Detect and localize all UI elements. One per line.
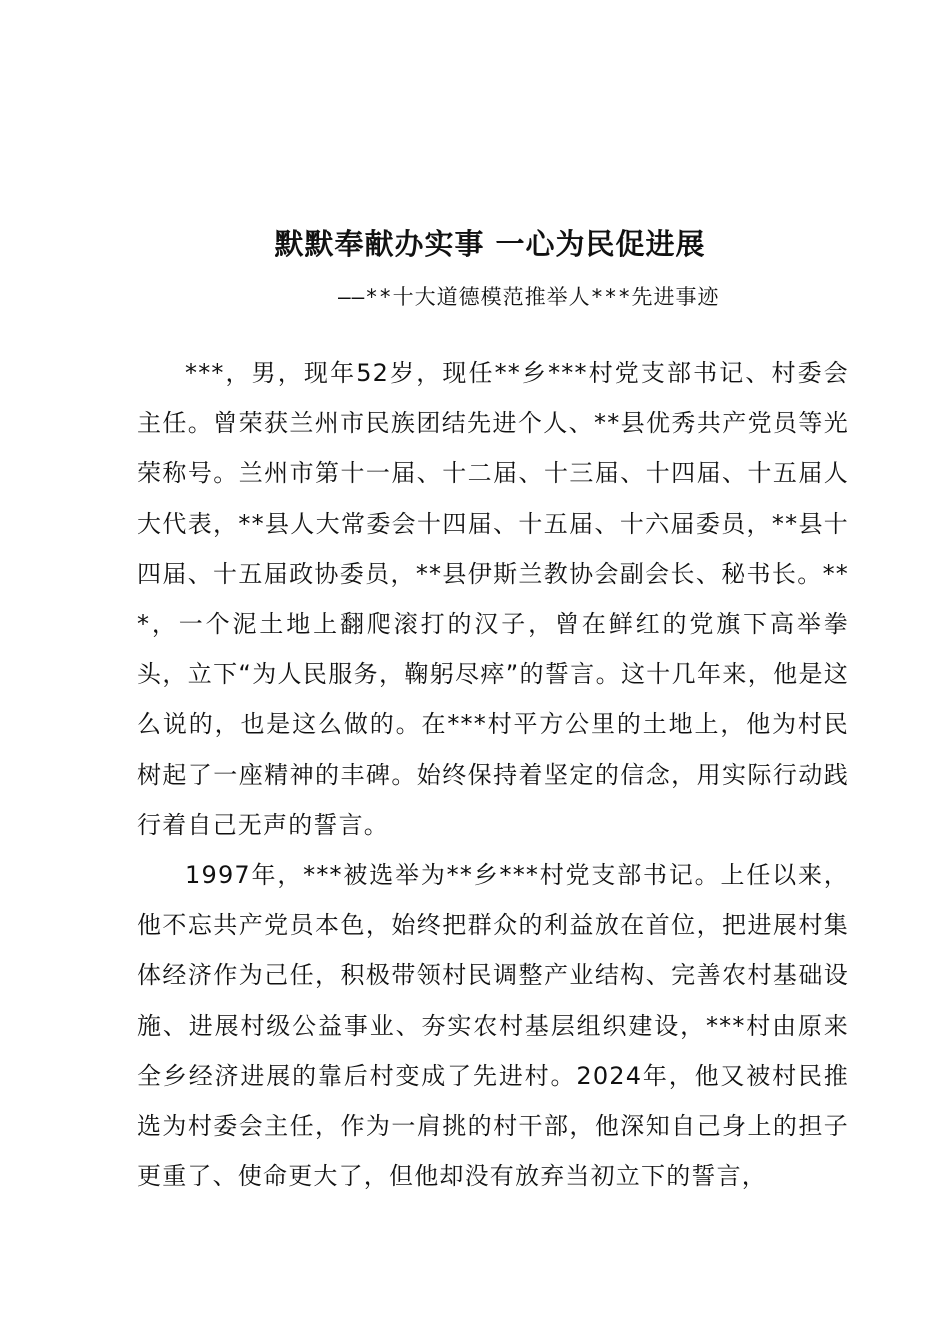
paragraph: 1997年，***被选举为**乡***村党支部书记。上任以来，他不忘共产党员本色，始终把群众的利益放在首位，把进展村集体经济作为己任，积极带领村民调整产业结构、完善农村基础设施、进展村级公益事业、夯实农村基层组织建设，***村由原来全乡经济进展的靠后村变成了先进村。2024年，他又被村民推选为村委会主任，作为一肩挑的村干部，他深知自己身上的担子更重了、使命更大了，但他却没有放弃当初立下的誓言，: [137, 861, 849, 1191]
document-body: [137, 348, 849, 1201]
document-subtitle: ——**十大道德模范推举人***先进事迹: [338, 285, 720, 309]
paragraph: ***，男，现年52岁，现任**乡***村党支部书记、村委会主任。曾荣获兰州市民族团结先进个人、**县优秀共产党员等光荣称号。兰州市第十一届、十二届、十三届、十四届、十五届人大代表，**县人大常委会十四届、十五届、十六届委员，**县十四届、十五届政协委员，**县伊斯兰教协会副会长、秘书长。***，一个泥土地上翻爬滚打的汉子，曾在鲜红的党旗下高举拳头，立下“为人民服务，鞠躬尽瘁”的誓言。这十几年来，他是这么说的，也是这么做的。在***村平方公里的土地上，他为村民树起了一座精神的丰碑。始终保持着坚定的信念，用实际行动践行着自己无声的誓言。: [137, 359, 849, 839]
document-title: 默默奉献办实事 一心为民促进展: [274, 227, 706, 261]
